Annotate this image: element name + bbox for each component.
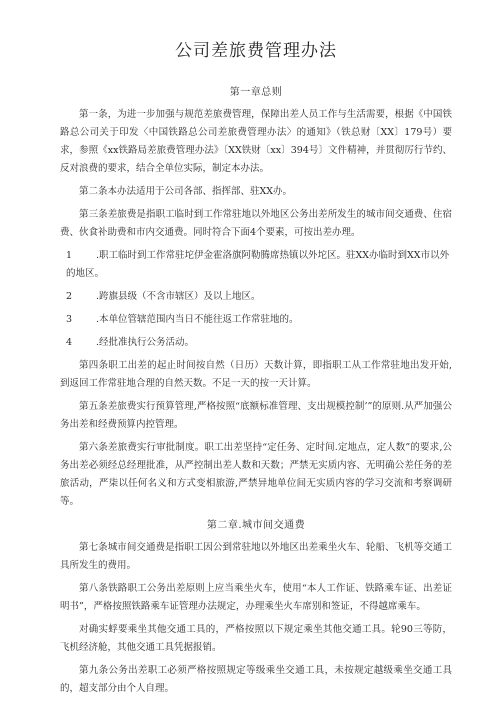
- chapter-2-heading: 第二章.城市间交通费: [206, 520, 306, 531]
- article-7: 第七条城市间交通费是指职工因公到常驻地以外地区出差乘坐火车、轮船、飞机等交通工具所发生的费用。: [60, 542, 452, 571]
- article-8: 第八条铁路职工公务出差原则上应当乘坐火车，使用“本人工作证、铁路乘车证、出差证明书”，严格按照铁路乘车证管理办法规定，办理乘坐火车席别和签证，不得越席乘车。: [60, 583, 452, 612]
- article-6: 第六条差旅费实行审批制度。职工出差坚持“定任务、定时间.定地点，定人数”的要求,公务出差必须经总经理批准，从严控制出差人数和天数；严禁无实质内容、无明确公差任务的差旅活动，严柒以任何名义和方式变相旅游,严禁异地单位间无实质内容的学习交流和考察调研等。: [60, 442, 452, 507]
- list-item-text: .跨旗县级（不含市辖区）及以上地区。: [96, 291, 261, 302]
- list-item-number: 1: [66, 250, 73, 261]
- chapter-1-heading: 第一章总则: [229, 87, 283, 98]
- article-2: 第二条本办法适用于公司各部、指挥部、驻XX办。: [79, 186, 293, 197]
- list-item: [60, 288, 452, 306]
- article-8-supplement: 对确实蜉要乘坐其他交通工具的，严格按照以下规定乘坐其他交通工具。轮90三等防，飞机经济舱，其他交通工具凭据报销。: [60, 624, 452, 653]
- article-4: 第四条职工出差的起止时间按自然（日历）天数计算，即指职工从工作常驻地出发开始,到返回工作常驻地合理的自然天数。不足一天的按一天计算。: [60, 360, 452, 389]
- list-item-text: .经批准执行公务活动。: [96, 337, 195, 348]
- document-title: 公司差旅费管理办法: [175, 41, 337, 61]
- list-item-number: 3: [66, 314, 73, 325]
- article-5: 第五条差旅费实行预算管理,严格按照“底额标准管理、支出规模控制’”的原则.从严加强公务出差和经费预算内控管理。: [60, 401, 452, 430]
- list-item: [60, 247, 452, 283]
- list-item: [60, 334, 452, 352]
- article-9: 第九条公务出差职工必须严格按照规定等级乘坐交通工具，未按规定越级乘坐交通工具的，超支部分由个人自理。: [60, 665, 452, 694]
- list-item: [60, 311, 452, 329]
- list-item-number: 4: [66, 337, 73, 348]
- article-1: 第一条，为进一步加强与规范差旅费管理，保障出差人员工作与生活需要，根据《中国铁路总公司关于印发〈中国铁路总公司差旅费管理办法〉的通知》（铁总财〔XX〕179号）要求，参照《xx铁路局差旅费管理办法》〔XX铁财〔xx〕394号〕文件精神，并贯彻厉行节约、反对浪费的要求，结合全单位实际，制定本办法。: [60, 109, 452, 174]
- article-3: 第三条差旅费是指职工临时到工作常驻地以外地区公务出差所发生的城市间交通费、住宿费、伙食补助费和市内交通费。同时符合下面4个要素，可按出差办理。: [60, 209, 452, 238]
- list-item-text: .本单位管辖范围内当日不能往返工作常驻地的。: [96, 314, 299, 325]
- list-item-text: .职工临时到工作常驻坨伊金霍洛旗阿勒腾席热镇以外坨区。驻XX办临时到XX市以外的地区。: [66, 250, 450, 279]
- list-item-number: 2: [66, 291, 73, 302]
